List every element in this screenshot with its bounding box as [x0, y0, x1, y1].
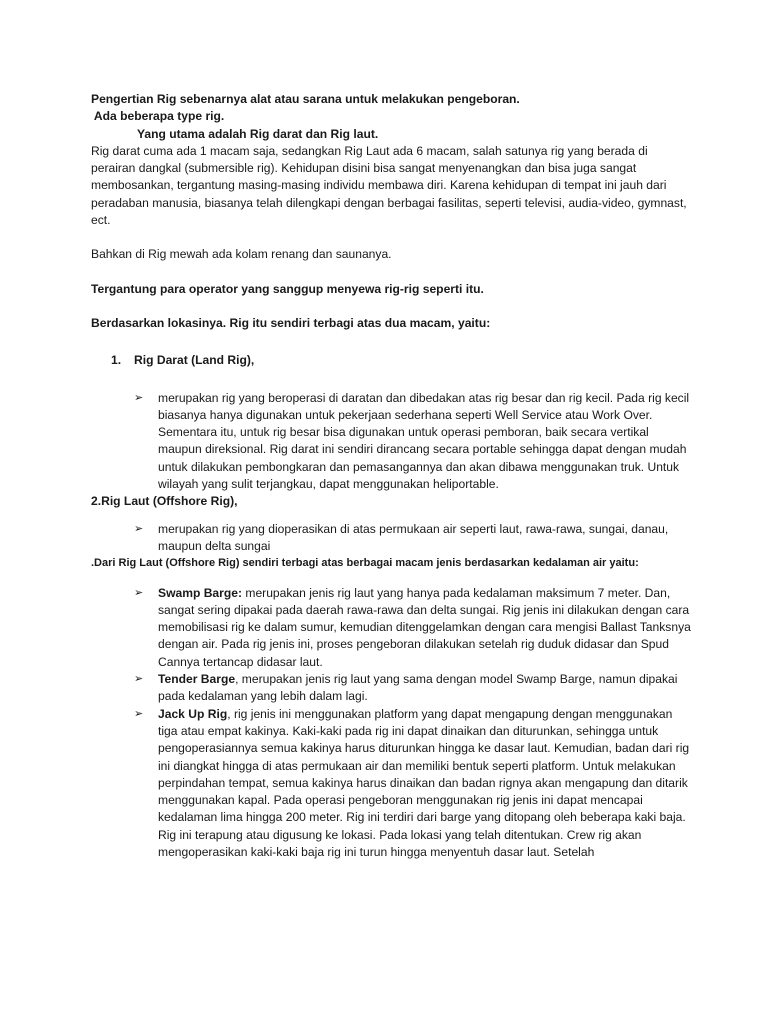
item-title: Rig Darat (Land Rig),	[134, 353, 255, 368]
arrow-bullet-icon: ➢	[134, 707, 144, 720]
paragraph-rig-types: Rig darat cuma ada 1 macam saja, sedangkan Rig Laut ada 6 macam, salah satunya rig yang berada di perairan dangkal (submersible rig). Kehidupan disini bisa sangat menyenangkan dan bisa juga sangat membosankan, tergantung masing-masing individu membawa diri. Karena kehidupan di tempat ini jauh dari peradaban manusia, biasanya telah dilengkapi dengan berbagai fasilitas, seperti televisi, audia-video, gymnast, ect.	[91, 143, 687, 228]
arrow-bullet-icon: ➢	[134, 391, 144, 404]
spacer	[91, 229, 691, 246]
arrow-bullet-icon: ➢	[134, 522, 144, 535]
bullet-swamp-barge	[67, 585, 691, 671]
paragraph-location: Berdasarkan lokasinya. Rig itu sendiri terbagi atas dua macam, yaitu:	[91, 315, 491, 330]
arrow-bullet-icon: ➢	[134, 586, 144, 599]
type-text: , rig jenis ini menggunakan platform yang dapat mengapung dengan menggunakan tiga atau empat kakinya. Kaki-kaki pada rig ini dapat dinaikan dan diturunkan, sehingga untuk pengoperasiannya semua kakinya harus diturunkan hingga ke dasar laut. Kemudian, badan dari rig ini diangkat hingga di atas permukaan air dan memiliki bentuk seperti platform. Untuk melakukan perpindahan tempat, semua kakinya harus dinaikan dan badan rignya akan mengapung dan ditarik menggunakan kapal. Pada operasi pengeboran menggunakan rig jenis ini dapat mencapai kedalaman lima hingga 200 meter. Rig ini terdiri dari barge yang ditopang oleh beberapa kaki baja. Rig ini terapung atau digusung ke lokasi. Pada lokasi yang telah ditentukan. Crew rig akan mengoperasikan kaki-kaki baja rig ini turun hingga menyentuh dasar laut. Setelah	[158, 706, 690, 859]
spacer	[91, 298, 691, 315]
bullet-text: merupakan rig yang beroperasi di daratan dan dibedakan atas rig besar dan rig kecil. Pada rig kecil biasanya hanya digunakan untuk pekerjaan sederhana seperti Well Service atau Work Over. Sementara itu, untuk rig besar bisa digunakan untuk operasi pemboran, baik secara vertikal maupun direksional. Rig darat ini sendiri dirancang secara portable sehingga dapat dengan mudah untuk dilakukan pembongkaran dan pemasangannya dan akan dibawa menggunakan truk. Untuk wilayah yang sulit terjangkau, dapat menggunakan heliportable.	[158, 390, 690, 492]
bullet-offshore-desc	[67, 521, 691, 556]
heading-offshore-rig: 2.Rig Laut (Offshore Rig),	[91, 494, 238, 509]
intro-line-2: Ada beberapa type rig.	[91, 109, 225, 124]
type-text: merupakan jenis rig laut yang hanya pada kedalaman maksimum 7 meter. Dan, sangat sering dipakai pada daerah rawa-rawa dan delta sungai. Rig jenis ini dilakukan dengan cara memobilisasi rig ke dalam sumur, kemudian ditenggelamkan dengan cara mengisi Ballast Tanksnya dengan air. Pada rig jenis ini, proses pengeboran dilakukan setelah rig duduk didasar dan Spud Cannya tertancap didasar laut.	[158, 585, 691, 669]
paragraph-luxury-rig: Bahkan di Rig mewah ada kolam renang dan saunanya.	[91, 247, 392, 262]
offshore-intro: .Dari Rig Laut (Offshore Rig) sendiri terbagi atas berbagai macam jenis berdasarkan kedalaman air yaitu:	[91, 557, 639, 570]
type-name: Jack Up Rig	[158, 706, 228, 721]
bullet-jack-up-rig	[67, 706, 691, 862]
spacer	[91, 332, 691, 349]
intro-line-1: Pengertian Rig sebenarnya alat atau sarana untuk melakukan pengeboran.	[91, 92, 520, 106]
arrow-bullet-icon: ➢	[134, 673, 144, 686]
document-body	[91, 91, 691, 861]
intro-line-3: Yang utama adalah Rig darat dan Rig laut.	[137, 126, 379, 141]
spacer	[91, 264, 691, 281]
spacer	[91, 573, 691, 585]
item-number: 1.	[111, 353, 122, 368]
type-name: Tender Barge	[158, 672, 236, 687]
bullet-tender-barge	[67, 671, 691, 706]
spacer	[91, 373, 691, 390]
bullet-text: merupakan rig yang dioperasikan di atas permukaan air seperti laut, rawa-rawa, sungai, danau, maupun delta sungai	[158, 521, 669, 553]
type-text: , merupakan jenis rig laut yang sama dengan model Swamp Barge, namun dipakai pada kedalaman yang lebih dalam lagi.	[158, 672, 678, 704]
numbered-item-land-rig	[91, 352, 691, 369]
type-name: Swamp Barge:	[158, 585, 243, 600]
spacer	[91, 511, 691, 521]
paragraph-operator: Tergantung para operator yang sanggup menyewa rig-rig seperti itu.	[91, 281, 484, 296]
bullet-land-rig-desc	[67, 390, 691, 494]
